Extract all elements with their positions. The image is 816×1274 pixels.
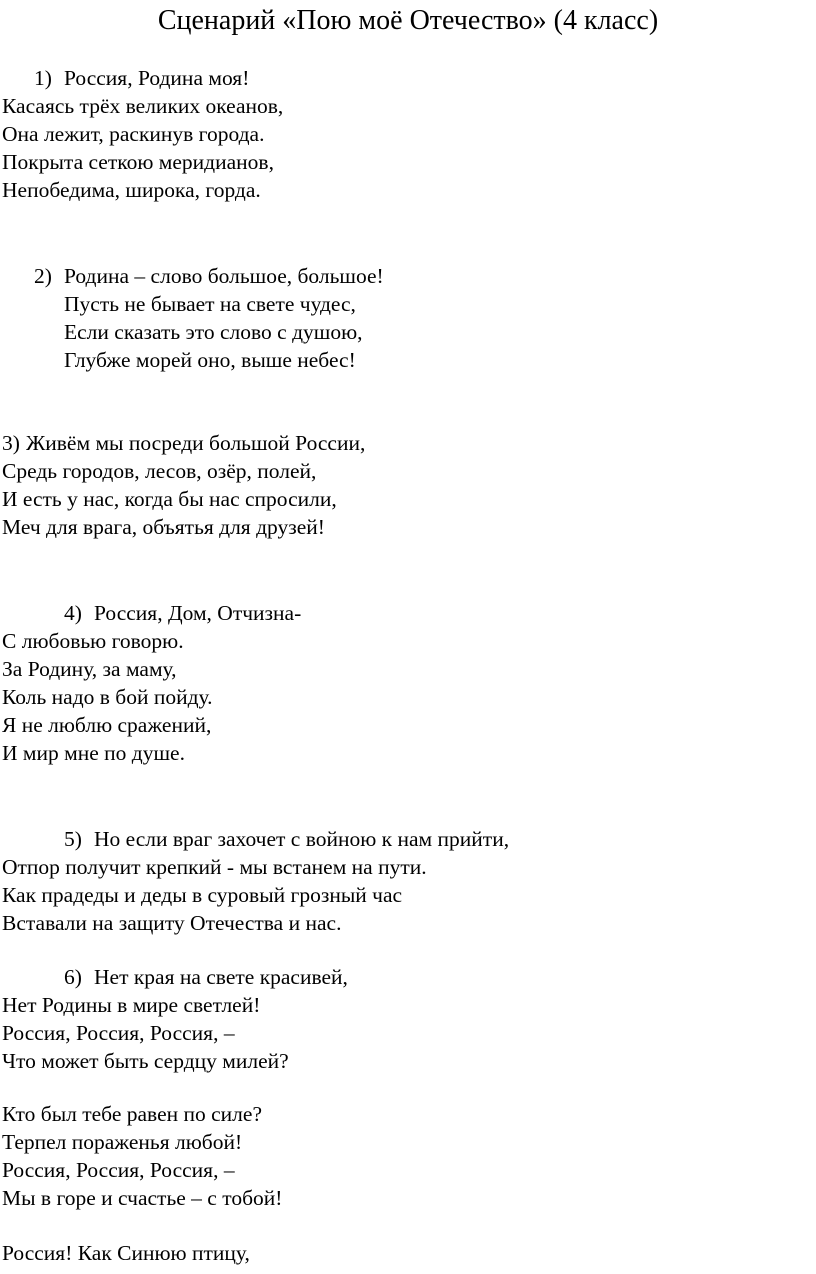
stanza-number: 6) [64,965,82,989]
stanza-line: Меч для врага, объятья для друзей! [2,515,325,539]
stanza-line: Терпел пораженья любой! [2,1130,243,1154]
stanza-number: 5) [64,827,82,851]
stanza-line: Глубже морей оно, выше небес! [64,348,356,372]
stanza-line: За Родину, за маму, [2,657,177,681]
stanza-number: 2) [34,264,52,288]
stanza-line: Живём мы посреди большой России, [26,431,366,455]
stanza-line: Россия, Дом, Отчизна- [94,601,302,625]
stanza-number: 4) [64,601,82,625]
stanza-line: Нет края на свете красивей, [94,965,348,989]
stanza-line: И мир мне по душе. [2,741,185,765]
stanza-line: Я не люблю сражений, [2,713,212,737]
stanza-line: Но если враг захочет с войною к нам прийти, [94,827,510,851]
stanza-line: Непобедима, широка, горда. [2,178,261,202]
stanza-line: Пусть не бывает на свете чудес, [64,292,356,316]
stanza-line: И есть у нас, когда бы нас спросили, [2,487,337,511]
stanza-line: Вставали на защиту Отечества и нас. [2,911,342,935]
stanza-line: Россия, Родина моя! [64,66,250,90]
stanza-number: 1) [34,66,52,90]
stanza-line: Россия, Россия, Россия, – [2,1021,235,1045]
stanza-line: Она лежит, раскинув города. [2,122,265,146]
stanza-line: Мы в горе и счастье – с тобой! [2,1186,283,1210]
stanza-line: Нет Родины в мире светлей! [2,993,261,1017]
stanza-line: Коль надо в бой пойду. [2,685,213,709]
stanza-line: Что может быть сердцу милей? [2,1049,289,1073]
stanza-line: Россия! Как Синюю птицу, [2,1241,250,1265]
stanza-line: С любовью говорю. [2,629,184,653]
stanza-number: 3) [2,431,20,455]
stanza-line: Средь городов, лесов, озёр, полей, [2,459,317,483]
stanza-line: Касаясь трёх великих океанов, [2,94,284,118]
stanza-line: Отпор получит крепкий - мы встанем на пути. [2,855,427,879]
stanza-line: Кто был тебе равен по силе? [2,1102,262,1126]
stanza-line: Покрыта сеткою меридианов, [2,150,274,174]
stanza-line: Если сказать это слово с душою, [64,320,363,344]
document-title: Сценарий «Пою моё Отечество» (4 класс) [157,5,659,36]
stanza-line: Родина – слово большое, большое! [64,264,384,288]
stanza-line: Как прадеды и деды в суровый грозный час [2,883,403,907]
stanza-line: Россия, Россия, Россия, – [2,1158,235,1182]
